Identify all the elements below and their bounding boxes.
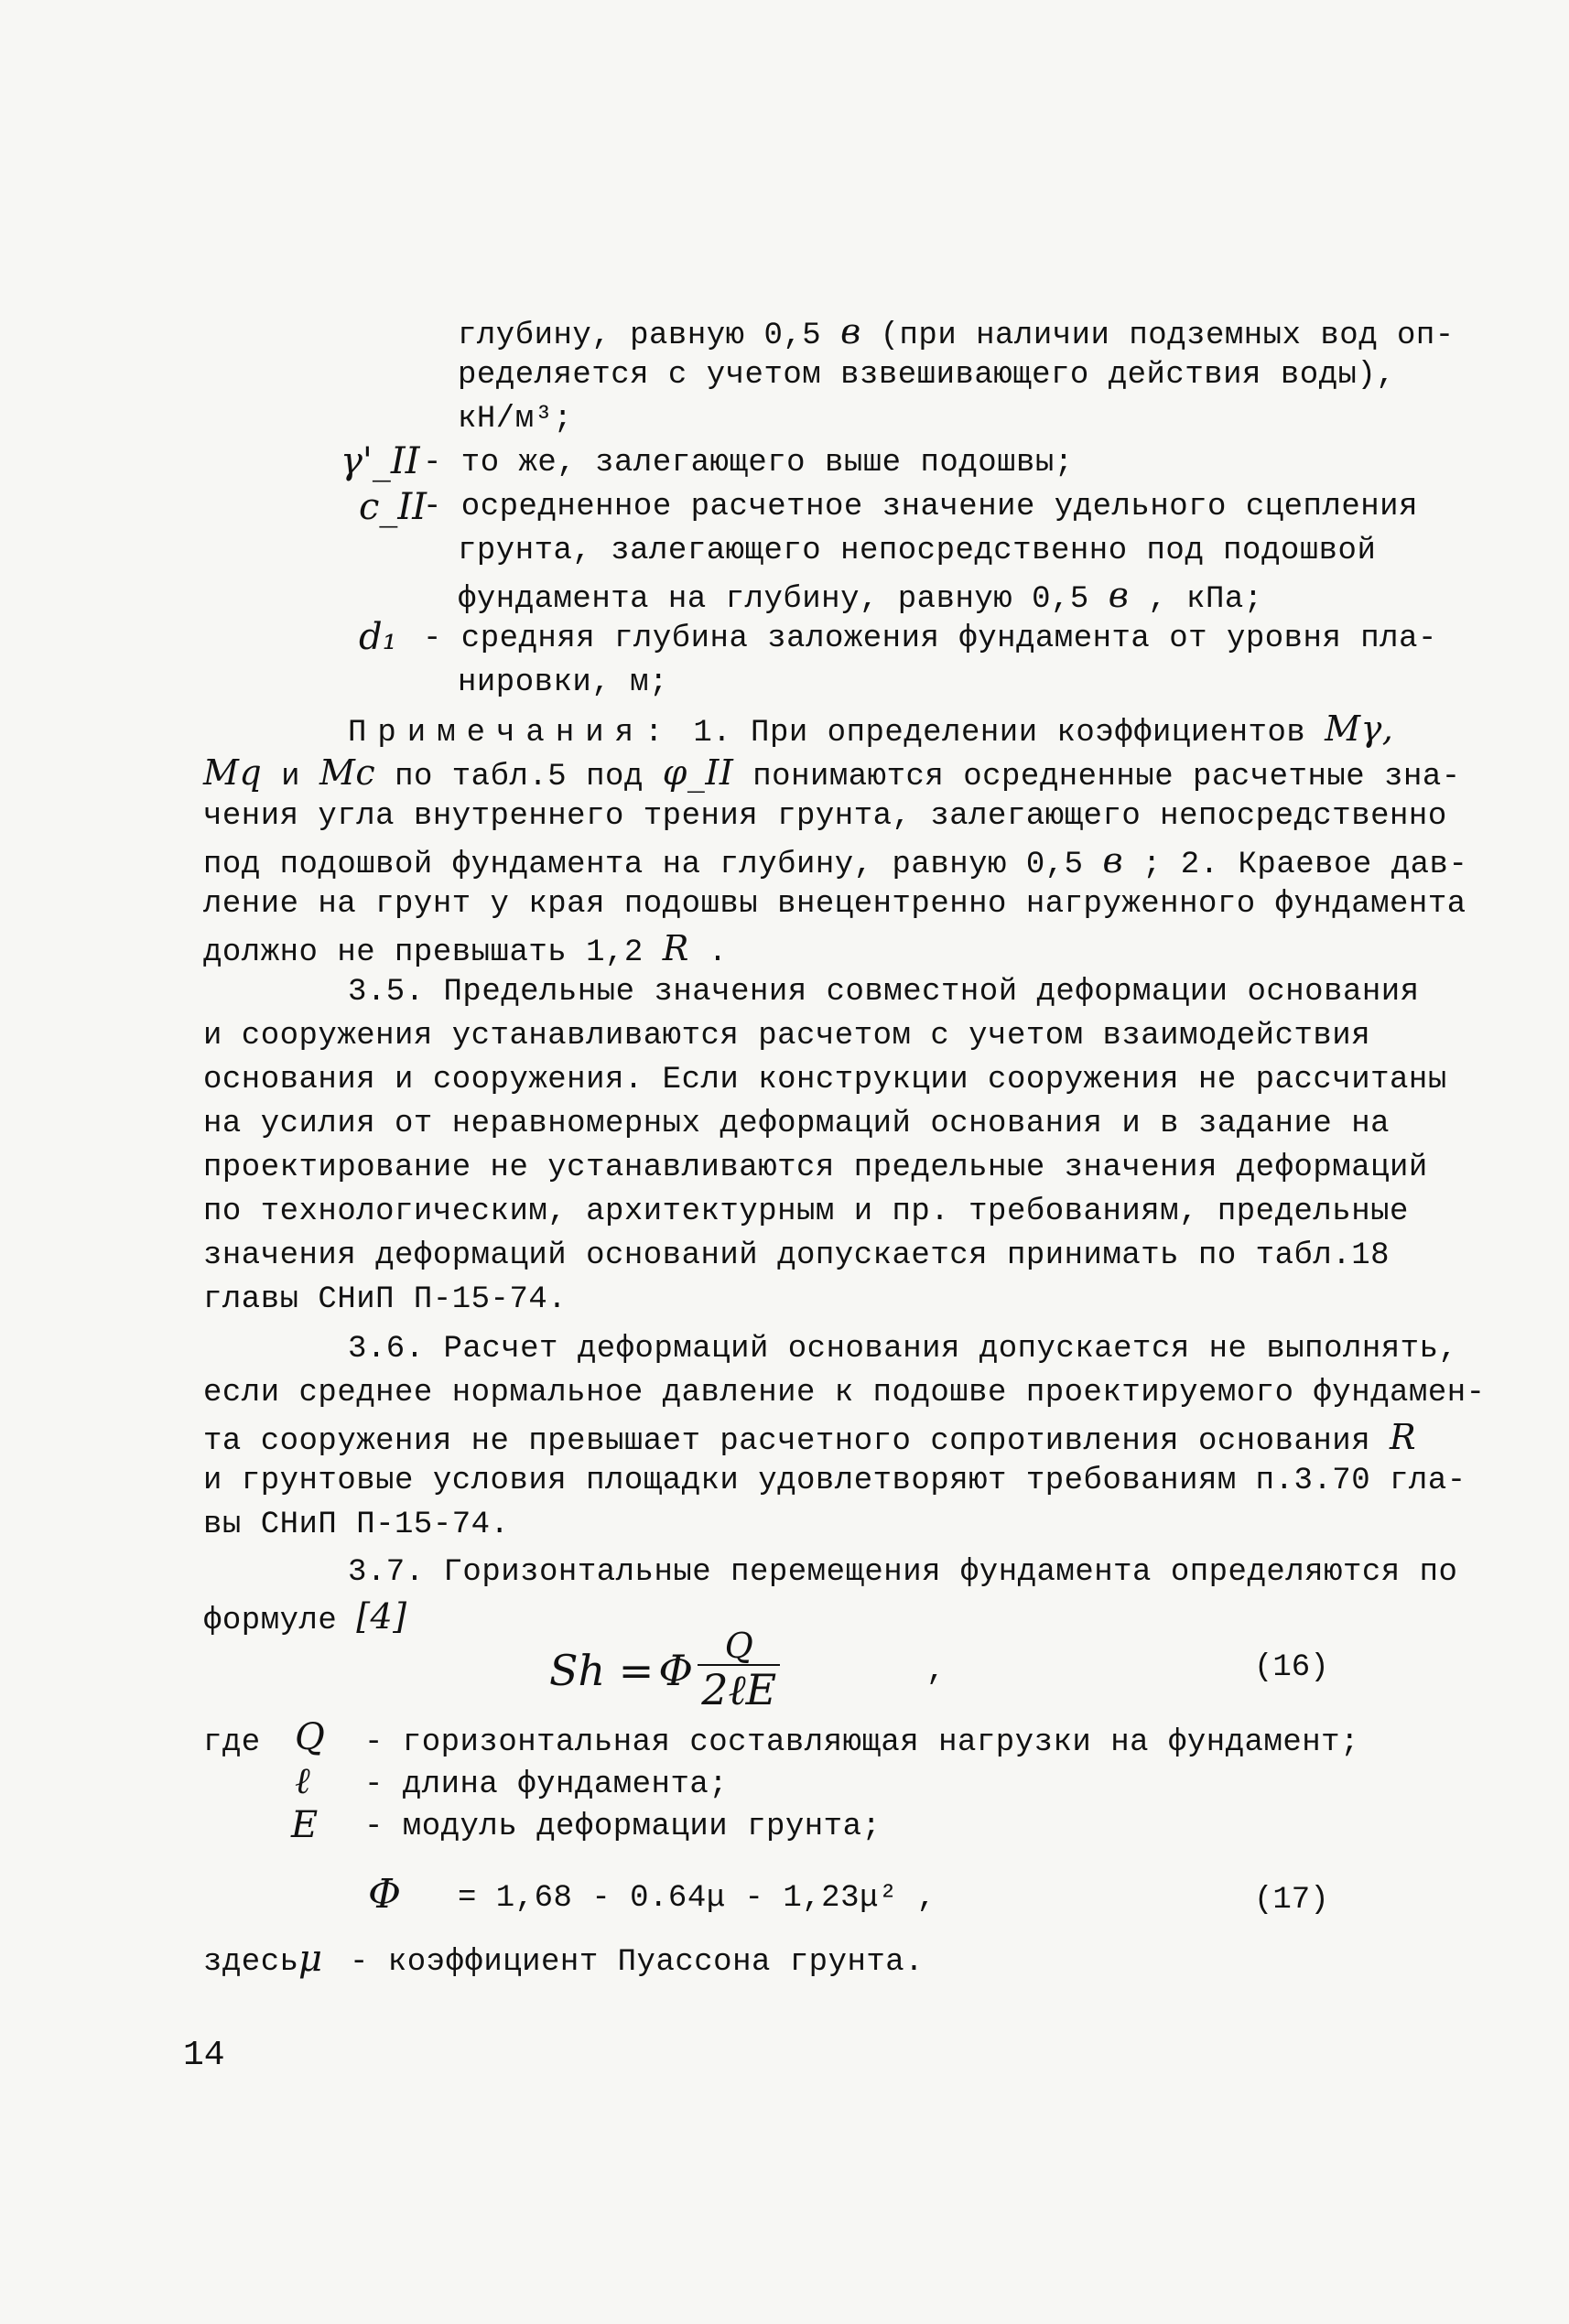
page-number: 14: [183, 2036, 225, 2075]
paragraph-line: и грунтовые условия площадки удовлетворяют требованиям п.3.70 гла-: [203, 1464, 1466, 1498]
text-line: фундамента на глубину, равную 0,5 в , кПа;: [458, 575, 1263, 617]
paragraph-line: на усилия от неравномерных деформаций основания и в задание на: [203, 1107, 1390, 1141]
definition-text: - то же, залегающего выше подошвы;: [423, 446, 1074, 481]
formula-16: Sh = Φ $\frac{Q}{\text{2ℓE}}$: [549, 1627, 780, 1713]
text-line: ределяется с учетом взвешивающего действия воды),: [458, 358, 1396, 393]
where-item: - модуль деформации грунта;: [364, 1810, 882, 1844]
reference-mark: [4]: [356, 1596, 407, 1637]
symbol-d1: d₁: [359, 616, 397, 658]
notes-line: Mq и Mc по табл.5 под φ_II понимаются осредненные расчетные зна-: [203, 752, 1461, 794]
notes-line: чения угла внутреннего трения грунта, залегающего непосредственно: [203, 799, 1447, 834]
notes-line: ление на грунт у края подошвы внецентренно нагруженного фундамента: [203, 887, 1466, 922]
formula-17-phi: Φ: [368, 1871, 402, 1918]
equation-number-16: (16): [1254, 1650, 1329, 1685]
text-line: кН/м³;: [458, 402, 573, 437]
definition-text: - средняя глубина заложения фундамента от уровня пла-: [423, 622, 1437, 656]
equation-number-17: (17): [1254, 1883, 1329, 1918]
text-line: грунта, залегающего непосредственно под подошвой: [458, 534, 1377, 568]
symbol-c: c_II: [359, 486, 427, 528]
where-item: - горизонтальная составляющая нагрузки на фундамент;: [364, 1725, 1359, 1760]
paragraph-3-7: 3.7. Горизонтальные перемещения фундамента определяются по: [348, 1555, 1458, 1590]
symbol-b: в: [1108, 575, 1130, 615]
paragraph-line: проектирование не устанавливаются предельные значения деформаций: [203, 1151, 1428, 1185]
symbol-mu: μ: [298, 1938, 322, 1980]
symbol-gamma-prime: γ'_II: [341, 440, 420, 482]
paragraph-line: формуле [4]: [203, 1596, 407, 1638]
paragraph-line: по технологическим, архитектурным и пр. требованиям, предельные: [203, 1194, 1409, 1229]
formula-comma: ,: [926, 1654, 946, 1689]
here-text: - коэффициент Пуассона грунта.: [350, 1945, 925, 1980]
paragraph-line: главы СНиП П-15-74.: [203, 1282, 568, 1317]
paragraph-3-6: 3.6. Расчет деформаций основания допускается не выполнять,: [348, 1332, 1458, 1367]
symbol-q: Q: [295, 1716, 325, 1758]
paragraph-line: та сооружения не превышает расчетного сопротивления основания R: [203, 1417, 1417, 1459]
symbol-e: E: [291, 1804, 319, 1846]
notes-label: Примечания:: [348, 716, 675, 751]
definition-text: - осредненное расчетное значение удельного сцепления: [423, 490, 1418, 524]
notes-line: Примечания: 1. При определении коэффициентов Mγ,: [348, 708, 1394, 751]
text-line: глубину, равную 0,5 в (при наличии подземных вод оп-: [458, 311, 1455, 353]
paragraph-line: вы СНиП П-15-74.: [203, 1508, 510, 1542]
where-label: где: [203, 1725, 261, 1760]
paragraph-line: и сооружения устанавливаются расчетом с учетом взаимодействия: [203, 1019, 1371, 1054]
text-line: нировки, м;: [458, 665, 668, 700]
here-label: здесь: [203, 1945, 299, 1980]
notes-line: под подошвой фундамента на глубину, равную 0,5 в ; 2. Краевое дав-: [203, 840, 1468, 882]
symbol-l: ℓ: [295, 1760, 310, 1802]
formula-17: = 1,68 - 0.64μ - 1,23μ² ,: [458, 1881, 936, 1916]
symbol-r: R: [1390, 1417, 1417, 1457]
symbol-b: в: [840, 311, 861, 351]
paragraph-line: значения деформаций оснований допускается принимать по табл.18: [203, 1238, 1390, 1273]
notes-line: должно не превышать 1,2 R .: [203, 928, 728, 970]
where-item: - длина фундамента;: [364, 1767, 729, 1802]
paragraph-line: если среднее нормальное давление к подошве проектируемого фундамен-: [203, 1376, 1486, 1411]
paragraph-3-5: 3.5. Предельные значения совместной деформации основания: [348, 975, 1420, 1010]
paragraph-line: основания и сооружения. Если конструкции сооружения не рассчитаны: [203, 1063, 1447, 1097]
